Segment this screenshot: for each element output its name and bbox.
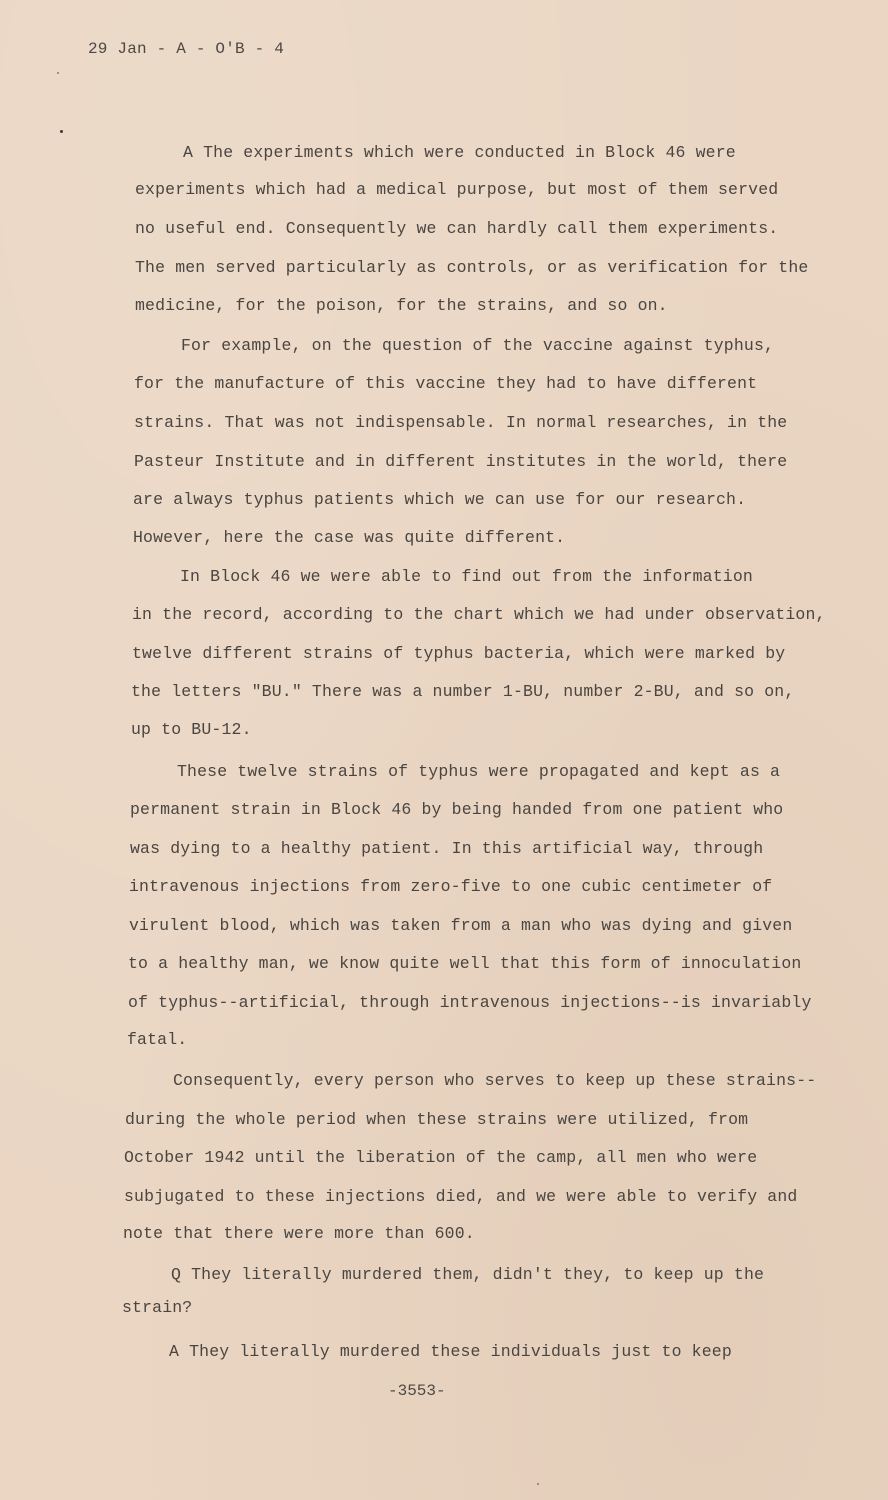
text-line: during the whole period when these strains were utilized, from [125,1110,749,1129]
text-line: The men served particularly as controls, or as verification for the [135,258,809,277]
text-line: of typhus--artificial, through intravenous injections--is invariably [128,993,812,1012]
paper-speck [57,72,59,74]
text-line: fatal. [127,1030,188,1049]
text-line: medicine, for the poison, for the strains, and so on. [135,296,668,315]
text-line: virulent blood, which was taken from a man who was dying and given [129,916,793,935]
text-line: Q They literally murdered them, didn't they, to keep up the [171,1265,765,1284]
text-line: intravenous injections from zero-five to one cubic centimeter of [129,877,773,896]
text-line: was dying to a healthy patient. In this artificial way, through [130,839,764,858]
text-line: note that there were more than 600. [123,1224,475,1243]
text-line: These twelve strains of typhus were propagated and kept as a [177,762,781,781]
text-line: A They literally murdered these individuals just to keep [169,1342,732,1361]
text-line: Pasteur Institute and in different institutes in the world, there [134,452,788,471]
text-line: are always typhus patients which we can use for our research. [133,490,747,509]
text-line: However, here the case was quite different. [133,528,566,547]
text-line: For example, on the question of the vaccine against typhus, [181,336,775,355]
paper-speck [537,1483,539,1485]
text-line: the letters "BU." There was a number 1-BU, number 2-BU, and so on, [131,682,795,701]
page-number: -3553- [388,1382,446,1400]
text-line: for the manufacture of this vaccine they had to have different [134,374,758,393]
paper-speck [60,130,63,133]
text-line: twelve different strains of typhus bacteria, which were marked by [132,644,786,663]
text-line: up to BU-12. [131,720,252,739]
text-line: subjugated to these injections died, and we were able to verify and [124,1187,798,1206]
text-line: strains. That was not indispensable. In normal researches, in the [134,413,788,432]
page-header: 29 Jan - A - O'B - 4 [88,40,285,58]
text-line: strain? [122,1298,193,1317]
text-line: Consequently, every person who serves to keep up these strains-- [173,1071,817,1090]
text-line: experiments which had a medical purpose, but most of them served [135,180,779,199]
text-line: A The experiments which were conducted in Block 46 were [183,143,736,162]
text-line: permanent strain in Block 46 by being handed from one patient who [130,800,784,819]
text-line: In Block 46 we were able to find out from the information [180,567,753,586]
text-line: to a healthy man, we know quite well that this form of innoculation [128,954,802,973]
text-line: October 1942 until the liberation of the camp, all men who were [124,1148,758,1167]
text-line: in the record, according to the chart which we had under observation, [132,605,826,624]
text-line: no useful end. Consequently we can hardly call them experiments. [135,219,779,238]
